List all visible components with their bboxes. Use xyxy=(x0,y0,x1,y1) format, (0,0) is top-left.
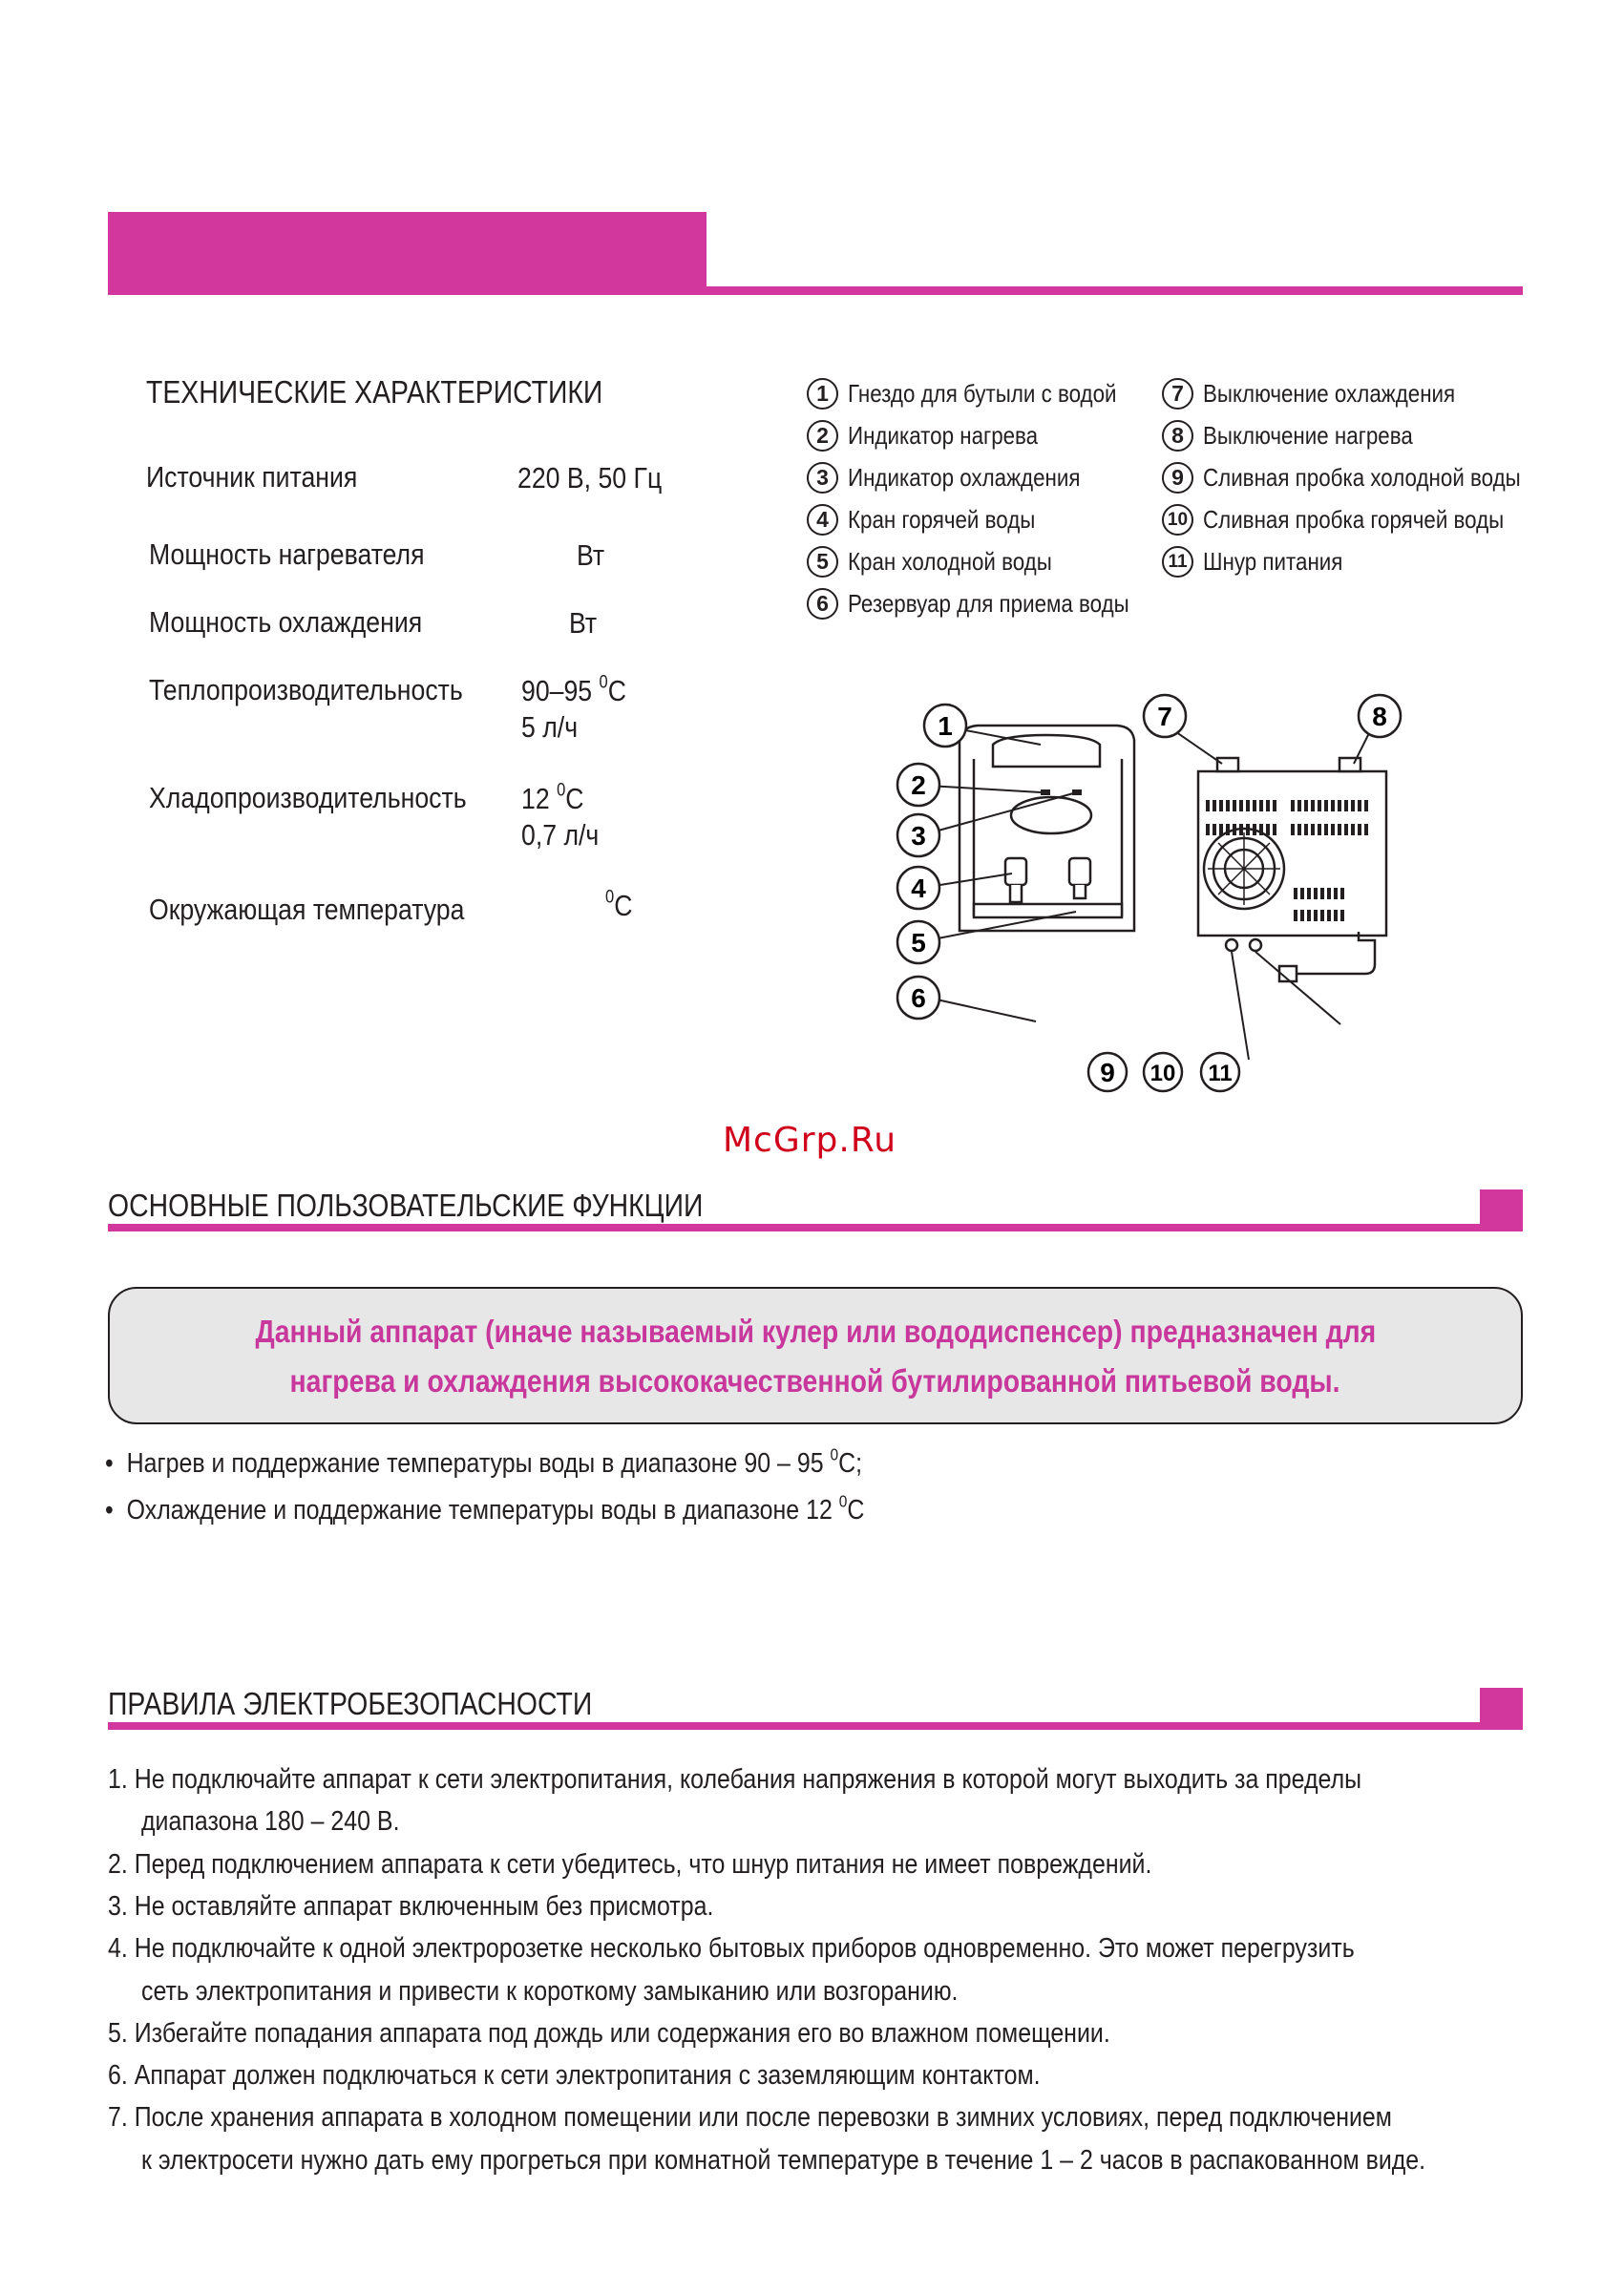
legend-number: 4 xyxy=(807,504,838,536)
functions-title: ОСНОВНЫЕ ПОЛЬЗОВАТЕЛЬСКИЕ ФУНКЦИИ xyxy=(108,1188,704,1223)
legend-text: Выключение нагрева xyxy=(1203,421,1413,450)
legend-number: 7 xyxy=(1162,378,1193,410)
cooler-front-view xyxy=(960,726,1134,931)
cold-output-flow: 0,7 л/ч xyxy=(521,817,600,852)
safety-title: ПРАВИЛА ЭЛЕКТРОБЕЗОПАСНОСТИ xyxy=(108,1686,593,1721)
safety-rule-item xyxy=(108,1764,1361,1796)
safety-rule-item xyxy=(108,1933,1355,1965)
diagram-label: 5 xyxy=(911,928,926,958)
rule-text: сеть электропитания и привести к короткому замыканию или возгоранию. xyxy=(141,1976,959,2007)
rule-text: Не подключайте аппарат к сети электропитания, колебания напряжения в которой могут выходить за пределы xyxy=(134,1764,1362,1795)
functions-rule xyxy=(108,1224,1523,1231)
header-block xyxy=(108,212,707,295)
heating-indicator xyxy=(1041,789,1050,795)
legend-number: 9 xyxy=(1162,462,1193,494)
rule-text: Перед подключением аппарата к сети убедитесь, что шнур питания не имеет повреждений. xyxy=(134,1849,1152,1880)
rule-number: 2. xyxy=(108,1849,128,1880)
function-bullet xyxy=(105,1444,863,1480)
rule-number: 4. xyxy=(108,1933,128,1964)
safety-rule xyxy=(108,1722,1523,1730)
heat-output-flow: 5 л/ч xyxy=(521,709,579,744)
diagram-callout-9 xyxy=(1088,1053,1127,1091)
legend-number: 10 xyxy=(1162,504,1193,536)
bullet-text: Охлаждение и поддержание температуры воды в диапазоне 12 xyxy=(126,1495,839,1526)
diagram-label: 2 xyxy=(911,770,926,800)
legend-number: 8 xyxy=(1162,420,1193,452)
diagram-callout-10 xyxy=(1144,1053,1182,1091)
bullet-dot: • xyxy=(105,1495,127,1526)
bullet-degree: 0 xyxy=(830,1444,839,1464)
cold-output-value xyxy=(521,781,599,853)
diagram-callout-2 xyxy=(897,764,939,806)
safety-rule-item xyxy=(108,2102,1392,2134)
rule-text: Не подключайте к одной электророзетке несколько бытовых приборов одновременно. Это может перегрузить xyxy=(134,1933,1355,1964)
purpose-callout xyxy=(108,1287,1523,1424)
bullet-degree: 0 xyxy=(838,1491,848,1511)
diagram-label: 8 xyxy=(1372,702,1387,731)
diagram-label: 7 xyxy=(1157,702,1172,731)
legend-text: Кран холодной воды xyxy=(848,547,1052,576)
heat-output-unit: С xyxy=(607,674,626,707)
diagram-callout-4 xyxy=(897,867,939,909)
cooler-diagram xyxy=(878,683,1423,1093)
rule-number: 3. xyxy=(108,1891,128,1922)
legend-item xyxy=(1162,462,1572,494)
legend-text: Индикатор нагрева xyxy=(848,421,1039,450)
legend-item xyxy=(807,504,1065,536)
legend-text: Индикатор охлаждения xyxy=(848,463,1081,492)
diagram-label: 9 xyxy=(1100,1058,1115,1087)
diagram-callout-8 xyxy=(1359,695,1401,737)
cold-output-temp: 12 xyxy=(521,782,558,815)
diagram-label: 11 xyxy=(1208,1061,1233,1086)
safety-rule-block xyxy=(1480,1688,1523,1730)
heat-output-label: Теплопроизводительность xyxy=(149,673,463,706)
ambient-degree: 0 xyxy=(605,887,615,908)
diagram-callout-1 xyxy=(924,705,966,747)
diagram-callout-5 xyxy=(897,921,939,963)
legend-item xyxy=(1162,420,1447,452)
legend-item xyxy=(807,378,1160,410)
legend-item xyxy=(1162,378,1496,410)
rule-number: 6. xyxy=(108,2060,128,2091)
cold-output-label: Хладопроизводительность xyxy=(149,781,467,814)
rule-number: 5. xyxy=(108,2018,128,2049)
safety-rule-continuation xyxy=(141,1976,958,2008)
legend-item xyxy=(1162,546,1365,578)
legend-number: 1 xyxy=(807,378,838,410)
safety-rule-continuation xyxy=(141,2145,1425,2177)
legend-item xyxy=(807,588,1175,620)
legend-text: Гнездо для бутыли с водой xyxy=(848,379,1117,408)
legend-number: 6 xyxy=(807,588,838,620)
heater-power-label: Мощность нагревателя xyxy=(149,537,425,571)
rule-number: 7. xyxy=(108,2102,128,2133)
safety-rule-item xyxy=(108,1891,713,1923)
header-rule xyxy=(108,286,1523,295)
diagram-callout-11 xyxy=(1201,1053,1239,1091)
rule-text: Избегайте попадания аппарата под дождь или содержания его во влажном помещении. xyxy=(134,2018,1110,2049)
cold-output-degree: 0 xyxy=(557,780,566,801)
heat-output-temp: 90–95 xyxy=(521,674,600,707)
specs-title: ТЕХНИЧЕСКИЕ ХАРАКТЕРИСТИКИ xyxy=(146,374,603,410)
legend-item xyxy=(807,546,1086,578)
cooling-power-label: Мощность охлаждения xyxy=(149,605,423,639)
legend-item xyxy=(1162,504,1553,536)
callout-line-1 xyxy=(110,1314,1521,1350)
bullet-dot: • xyxy=(105,1448,127,1479)
rule-text: диапазона 180 – 240 В. xyxy=(141,1806,400,1837)
function-bullet xyxy=(105,1491,865,1526)
legend-text: Резервуар для приема воды xyxy=(848,589,1129,618)
diagram-callout-6 xyxy=(897,977,939,1019)
rule-text: Не оставляйте аппарат включенным без присмотра. xyxy=(134,1891,714,1922)
rule-text: После хранения аппарата в холодном помещении или после перевозки в зимних условиях, перед подключением xyxy=(134,2102,1392,2133)
ambient-unit: С xyxy=(614,889,633,922)
callout-line-2 xyxy=(110,1363,1521,1400)
legend-number: 11 xyxy=(1162,546,1193,578)
bullet-unit: С; xyxy=(838,1448,863,1479)
callout-text: Данный аппарат (иначе называемый кулер или вододиспенсер) предназначен для xyxy=(255,1314,1376,1349)
rule-text: Аппарат должен подключаться к сети электропитания с заземляющим контактом. xyxy=(134,2060,1041,2091)
legend-text: Выключение охлаждения xyxy=(1203,379,1456,408)
diagram-label: 10 xyxy=(1149,1061,1176,1086)
safety-rule-item xyxy=(108,2060,1041,2092)
ambient-label: Окружающая температура xyxy=(149,893,465,926)
legend-text: Кран горячей воды xyxy=(848,505,1036,534)
safety-rule-item xyxy=(108,2018,1110,2050)
cooling-power-unit: Вт xyxy=(569,606,598,640)
bullet-text: Нагрев и поддержание температуры воды в диапазоне 90 – 95 xyxy=(126,1448,831,1479)
heat-output-value xyxy=(521,673,626,746)
legend-text: Сливная пробка холодной воды xyxy=(1203,463,1521,492)
watermark: McGrp.Ru xyxy=(723,1121,897,1160)
cold-output-unit: С xyxy=(565,782,584,815)
rule-text: к электросети нужно дать ему прогреться при комнатной температуре в течение 1 – 2 часов в распакованном виде. xyxy=(141,2145,1426,2176)
power-source-label: Источник питания xyxy=(146,460,358,494)
legend-text: Сливная пробка горячей воды xyxy=(1203,505,1505,534)
heater-power-unit: Вт xyxy=(577,538,605,572)
power-source-value: 220 В, 50 Гц xyxy=(517,461,663,495)
legend-number: 2 xyxy=(807,420,838,452)
legend-item xyxy=(807,420,1069,452)
safety-rule-item xyxy=(108,1849,1151,1881)
legend-text: Шнур питания xyxy=(1203,547,1343,576)
legend-number: 3 xyxy=(807,462,838,494)
safety-rule-continuation xyxy=(141,1806,399,1838)
legend-number: 5 xyxy=(807,546,838,578)
diagram-label: 6 xyxy=(911,983,926,1013)
diagram-callout-7 xyxy=(1144,695,1186,737)
ambient-value xyxy=(605,888,632,924)
rule-number: 1. xyxy=(108,1764,128,1795)
diagram-label: 3 xyxy=(911,821,926,851)
diagram-callout-3 xyxy=(897,814,939,856)
cooler-back-view xyxy=(1198,758,1386,981)
diagram-label: 4 xyxy=(911,873,926,903)
legend-item xyxy=(807,462,1118,494)
diagram-label: 1 xyxy=(938,711,953,741)
heat-output-degree: 0 xyxy=(599,672,608,693)
functions-rule-block xyxy=(1480,1189,1523,1231)
callout-text: нагрева и охлаждения высококачественной бутилированной питьевой воды. xyxy=(290,1363,1340,1399)
bullet-unit: С xyxy=(847,1495,865,1526)
